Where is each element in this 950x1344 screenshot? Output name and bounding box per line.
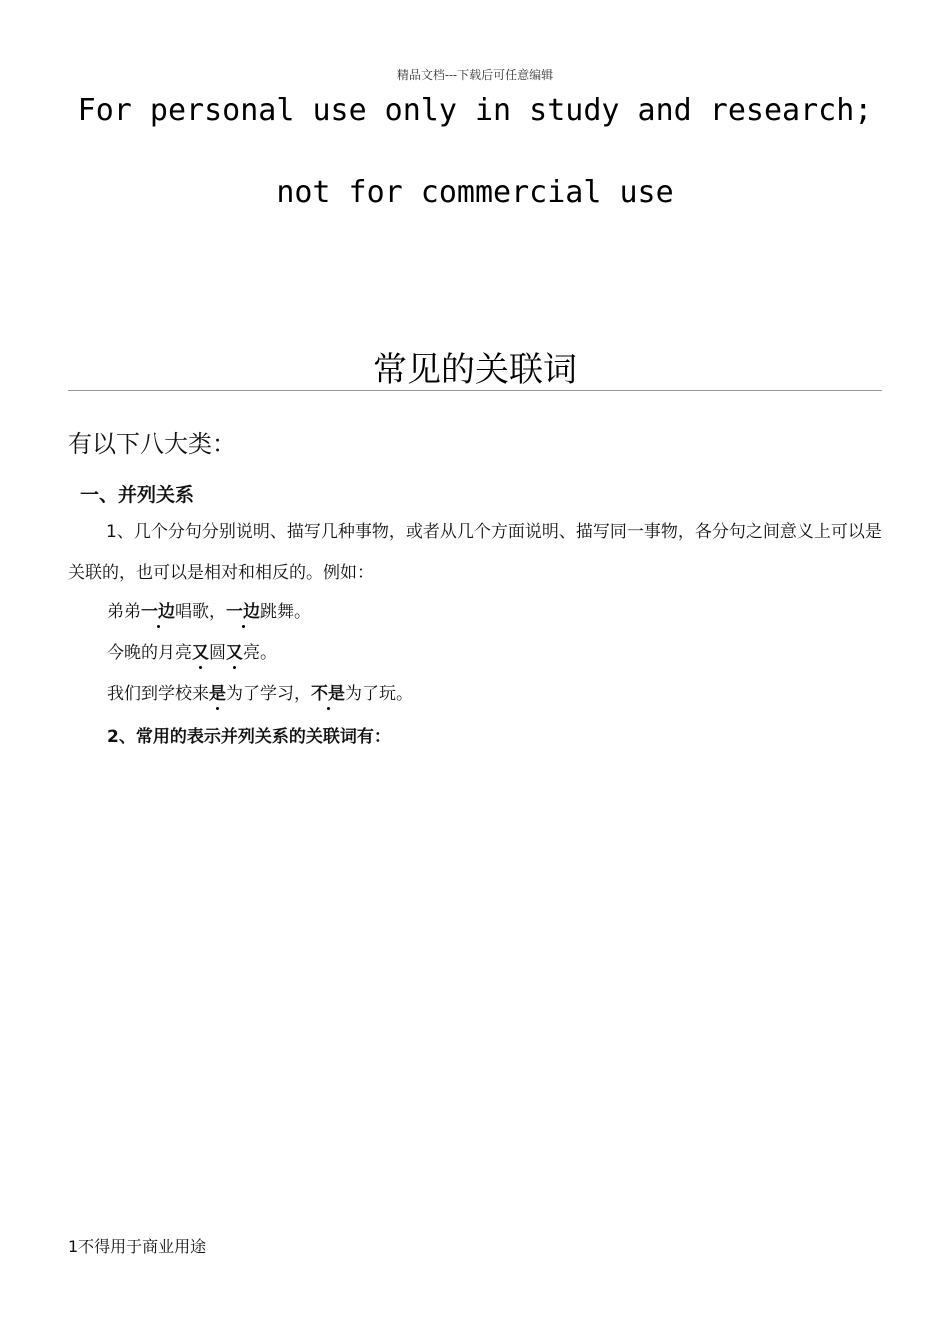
page-title: 常见的关联词: [373, 350, 577, 390]
example-text: 弟弟: [107, 602, 141, 622]
example-text: 为了玩。: [345, 684, 413, 704]
example-sentence-3: [107, 679, 413, 704]
example-sentence-1: [107, 597, 311, 622]
section-subheading: 2、常用的表示并列关系的关联词有：: [107, 727, 391, 747]
conjunction-word: 一边: [141, 597, 175, 622]
example-text: 为了学习，: [226, 684, 311, 704]
conjunction-word: 是: [209, 679, 226, 704]
page-footer: 1不得用于商业用途: [68, 1237, 207, 1256]
paragraph-text: 1、几个分句分别说明、描写几种事物，或者从几个方面说明、描写同一事物，各分句之间意义上可以是关联的，也可以是相对和相反的。例如：: [68, 522, 882, 583]
notice-line-1: For personal use only in study and research;: [77, 93, 873, 128]
title-divider: [68, 390, 882, 391]
conjunction-word: 又: [226, 638, 243, 663]
header-note: 精品文档---下载后可任意编辑: [396, 68, 554, 82]
section-paragraph: [68, 512, 884, 594]
example-text: 唱歌，: [175, 602, 226, 622]
conjunction-word: 又: [192, 638, 209, 663]
conjunction-word: 一边: [226, 597, 260, 622]
example-text: 跳舞。: [260, 602, 311, 622]
example-text: 我们到学校来: [107, 684, 209, 704]
section-heading: 一、并列关系: [80, 484, 195, 506]
example-text: 今晚的月亮: [107, 643, 192, 663]
example-text: 亮。: [243, 643, 277, 663]
subtitle: 有以下八大类：: [68, 430, 236, 458]
notice-line-2: not for commercial use: [276, 175, 674, 210]
example-text: 圆: [209, 643, 226, 663]
example-sentence-2: [107, 638, 277, 663]
conjunction-word: 不是: [311, 679, 345, 704]
